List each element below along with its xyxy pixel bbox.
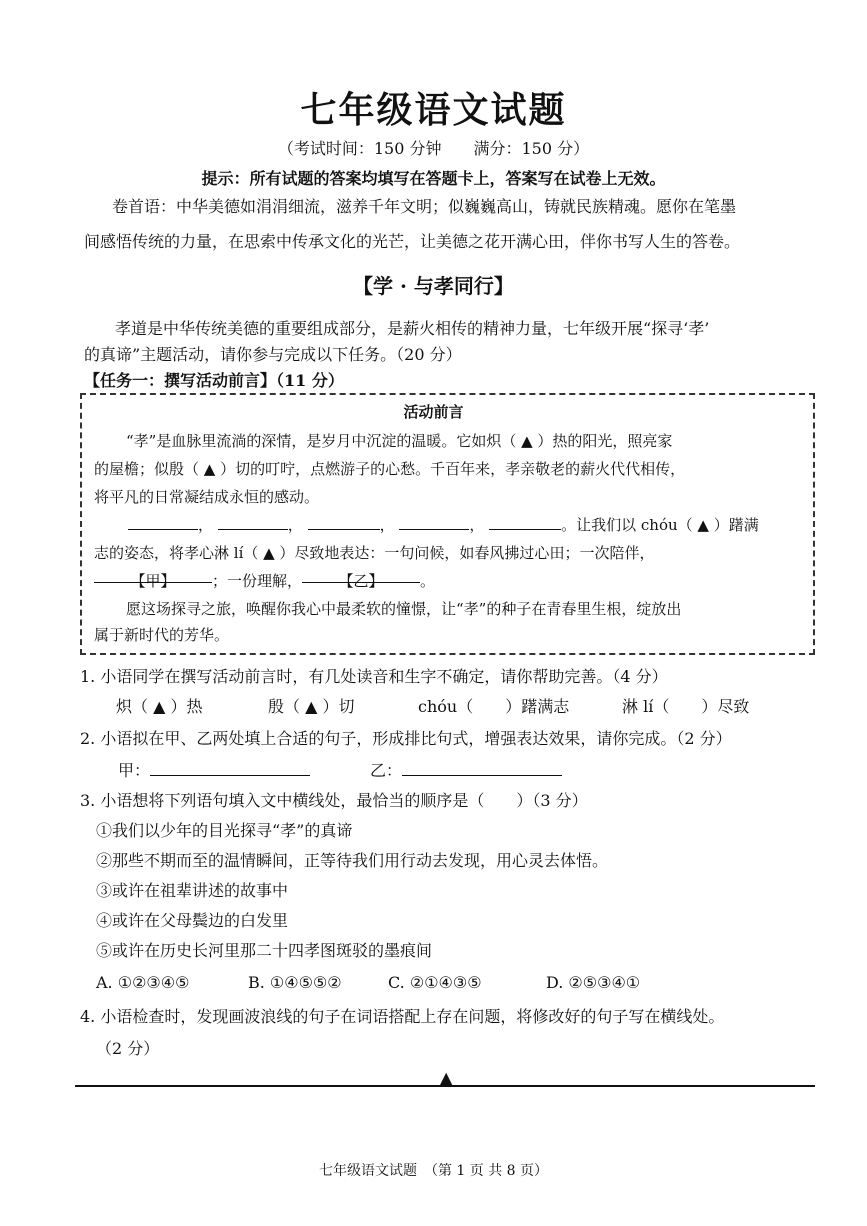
box-line-8: 属于新时代的芳华。 bbox=[94, 626, 230, 644]
exam-hint: 提示：所有试题的答案均填写在答题卡上，答案写在试卷上无效。 bbox=[201, 169, 666, 188]
blank-2 bbox=[218, 513, 288, 530]
box-line-6-end: 。 bbox=[420, 572, 436, 590]
q3-stem: 3. 小语想将下列语句填入文中横线处，最恰当的顺序是（ ）（3 分） bbox=[80, 791, 588, 810]
blank-yi bbox=[302, 566, 420, 590]
box-line-2: 的屋檐；似殷（ ▲ ）切的叮咛，点燃游子的心愁。千百年来，孝亲敬老的薪火代代相传， bbox=[94, 460, 686, 478]
q3-option-b: B. ①④⑤⑤② bbox=[248, 973, 342, 992]
intro-line-1: 孝道是中华传统美德的重要组成部分，是薪火相传的精神力量，七年级开展“探寻‘孝’ bbox=[115, 319, 710, 338]
q2-yi-blank bbox=[402, 759, 562, 776]
q2-yi bbox=[370, 756, 562, 786]
box-line-1: “孝”是血脉里流淌的深情，是岁月中沉淀的温暖。它如炽（ ▲ ）热的阳光，照亮家 bbox=[126, 432, 673, 450]
yi-marker: 【乙】 bbox=[338, 572, 384, 590]
box-line-3: 将平凡的日常凝结成永恒的感动。 bbox=[94, 488, 320, 506]
q3-sentence-4: ④或许在父母鬓边的白发里 bbox=[96, 911, 289, 930]
box-line-7: 愿这场探寻之旅，唤醒你我心中最柔软的憧憬，让“孝”的种子在青春里生根，绽放出 bbox=[126, 600, 682, 618]
jia-marker: 【甲】 bbox=[130, 572, 176, 590]
blank-1 bbox=[128, 513, 198, 530]
preface-line-1: 卷首语：中华美德如涓涓细流，滋养千年文明；似巍巍高山，铸就民族精魂。愿你在笔墨 bbox=[112, 197, 737, 216]
q1-item-2: 殷（ ▲ ）切 bbox=[268, 697, 355, 716]
q2-yi-label: 乙： bbox=[370, 761, 403, 780]
box-line-5: 志的姿态，将孝心淋 lí（ ▲ ）尽致地表达：一句问候，如春风拂过心田；一次陪伴， bbox=[94, 544, 655, 562]
q2-stem: 2. 小语拟在甲、乙两处填上合适的句子，形成排比句式，增强表达效果，请你完成。（2 分） bbox=[80, 729, 732, 748]
box-heading: 活动前言 bbox=[403, 403, 464, 421]
blank-3 bbox=[308, 513, 380, 530]
q1-item-1: 炽（ ▲ ）热 bbox=[116, 697, 203, 716]
q3-sentence-5: ⑤或许在历史长河里那二十四孝图斑驳的墨痕间 bbox=[96, 941, 433, 960]
page-footer: 七年级语文试题 （第 1 页 共 8 页） bbox=[318, 1163, 549, 1179]
q1-stem: 1. 小语同学在撰写活动前言时，有几处读音和生字不确定，请你帮助完善。（4 分） bbox=[80, 667, 668, 686]
q2-jia-blank bbox=[150, 759, 310, 776]
page-title: 七年级语文试题 bbox=[300, 89, 567, 131]
q3-option-a: A. ①②③④⑤ bbox=[96, 973, 190, 992]
q2-jia bbox=[118, 756, 310, 786]
q3-sentence-1: ①我们以少年的目光探寻“孝”的真谛 bbox=[96, 821, 353, 840]
box-line-6-mid: ；一份理解， bbox=[212, 572, 303, 590]
box-line-4: ， ， ， ， 。让我们以 chóu（ ▲ ）躇满 bbox=[128, 510, 759, 540]
blank-jia bbox=[94, 566, 212, 590]
q1-item-3: chóu（ ）躇满志 bbox=[418, 697, 570, 716]
q3-sentence-2: ②那些不期而至的温情瞬间，正等待我们用行动去发现，用心灵去体悟。 bbox=[96, 851, 609, 870]
q4-stem: 4. 小语检查时，发现画波浪线的句子在词语搭配上存在问题，将修改好的句子写在横线处。 bbox=[80, 1007, 725, 1026]
q2-jia-label: 甲： bbox=[118, 761, 151, 780]
q3-option-c: C. ②①④③⑤ bbox=[388, 973, 482, 992]
q4-score: （2 分） bbox=[96, 1039, 160, 1058]
q3-sentence-3: ③或许在祖辈讲述的故事中 bbox=[96, 881, 289, 900]
intro-line-2: 的真谛”主题活动，请你参与完成以下任务。（20 分） bbox=[84, 345, 462, 364]
section-title: 【学 · 与孝同行】 bbox=[353, 274, 514, 298]
q3-option-d: D. ②⑤③④① bbox=[546, 973, 641, 992]
preface-line-2: 间感悟传统的力量，在思索中传承文化的光芒，让美德之花开满心田，伴你书写人生的答卷。 bbox=[84, 232, 741, 251]
blank-4 bbox=[399, 513, 469, 530]
q1-item-4: 淋 lí（ ）尽致 bbox=[622, 697, 750, 716]
task-one-heading: 【任务一：撰写活动前言】（11 分） bbox=[84, 371, 344, 390]
exam-info: （考试时间：150 分钟 满分：150 分） bbox=[277, 139, 590, 158]
divider-line bbox=[75, 1085, 815, 1087]
blank-5 bbox=[489, 513, 561, 530]
box-line-6 bbox=[94, 566, 435, 596]
triangle-marker: ▲ bbox=[440, 1068, 453, 1087]
box-line-4-tail: 。让我们以 chóu（ ▲ ）躇满 bbox=[561, 516, 759, 534]
